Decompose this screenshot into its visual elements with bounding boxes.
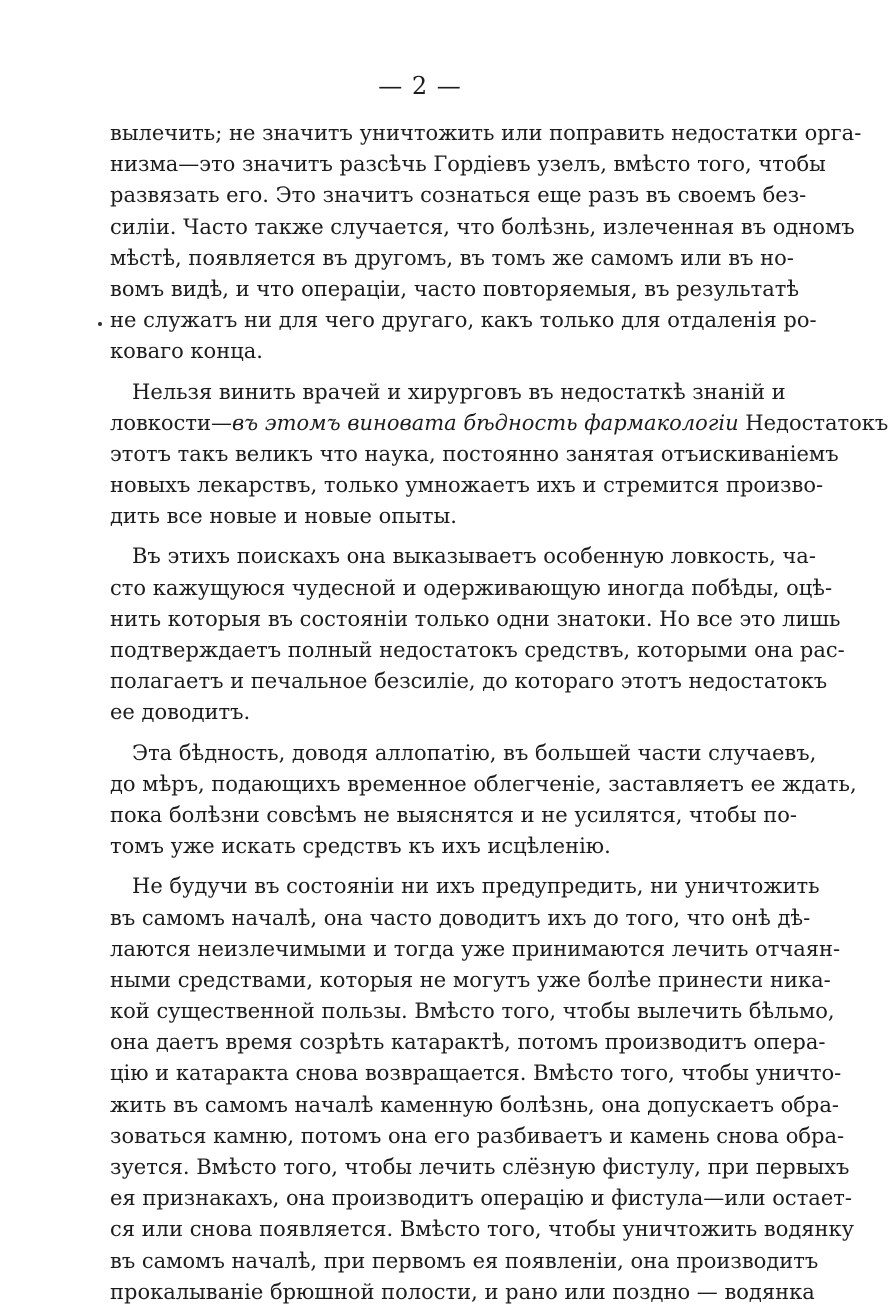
text-line: цію и катаракта снова возвращается. Вмѣсто того, чтобы уничто- [110,1061,842,1086]
text-line: вылечить; не значитъ уничтожить или поправить недостатки орга- [110,121,862,145]
text-line: ея признакахъ, она производитъ операцію и фистула—или остает- [110,1186,852,1211]
text-line: подтверждаетъ полный недостатокъ средствъ, которыми она рас- [110,638,845,662]
text-run: ловкости— [110,410,232,435]
text-line: до мѣръ, подающихъ временное облегченіе, заставляетъ ее ждать, [110,771,857,796]
text-line: Эта бѣдность, доводя аллопатію, въ большей части случаевъ, [132,740,817,765]
paragraph-3 [110,541,845,728]
text-line: зоваться камню, потомъ она его разбиваетъ и камень снова обра- [110,1123,845,1148]
text-line: дить все новые и новые опыты. [110,504,457,529]
text-line: зуется. Вмѣсто того, чтобы лечить слёзную фистулу, при первыхъ [110,1155,850,1179]
text-line: мѣстѣ, появляется въ другомъ, въ томъ же самомъ или въ но- [110,245,794,270]
text-line: ся или снова появляется. Вмѣсто того, чтобы уничтожить водянку [110,1217,855,1242]
text-line: ее доводитъ. [110,700,251,725]
text-line: кой существенной пользы. Вмѣсто того, чтобы вылечить бѣльмо, [110,999,835,1024]
paragraph-1 [110,118,862,368]
text-line: жить въ самомъ началѣ каменную болѣзнь, она допускаетъ обра- [110,1092,839,1117]
margin-ink-mark [98,322,102,326]
text-line: силіи. Часто также случается, что болѣзнь, излеченная въ одномъ [110,214,855,239]
text-line: въ самомъ началѣ, при первомъ ея появленіи, она производитъ [110,1248,819,1273]
text-line: пока болѣзни совсѣмъ не выяснятся и не усилятся, чтобы по- [110,802,797,827]
text-line: ными средствами, которыя не могутъ уже болѣе принести ника- [110,967,831,992]
text-line: не служатъ ни для чего другаго, какъ только для отдаленія ро- [110,308,817,333]
text-line: новыхъ лекарствъ, только умножаетъ ихъ и стремится произво- [110,473,824,498]
text-line: коваго конца. [110,339,263,364]
paragraph-5 [110,871,855,1308]
text-line: Не будучи въ состояніи ни ихъ предупредить, ни уничтожить [132,874,820,899]
text-line: сто кажущуюся чудесной и одерживающую иногда побѣды, оцѣ- [110,575,833,600]
text-line-mixed [110,408,888,439]
text-line: прокалываніе брюшной полости, и рано или поздно — водянка [110,1279,815,1304]
text-line: Нельзя винить врачей и хирурговъ въ недостаткѣ знаній и [132,379,786,404]
text-line: нить которыя въ состояніи только одни знатоки. Но все это лишь [110,606,841,631]
text-line: она даетъ время созрѣть катарактѣ, потомъ производитъ опера- [110,1030,826,1055]
italic-phrase: въ этомъ виновата бѣдность фармакологіи [231,410,739,435]
text-run: Недостатокъ [738,410,888,435]
paragraph-2 [110,377,888,533]
text-line: этотъ такъ великъ что наука, постоянно занятая отъискиваніемъ [110,441,839,466]
text-line: развязать его. Это значитъ сознаться еще разъ въ своемъ без- [110,183,807,208]
text-line: вомъ видѣ, и что операціи, часто повторяемыя, въ результатѣ [110,276,800,301]
text-line: лаются неизлечимыми и тогда уже принимаются лечить отчаян- [110,936,841,961]
text-line: Въ этихъ поискахъ она выказываетъ особенную ловкость, ча- [132,544,816,569]
text-line: низма—это значитъ разсѣчь Гордіевъ узелъ, вмѣсто того, чтобы [110,152,826,177]
text-line: томъ уже искать средствъ къ ихъ исцѣленію. [110,834,611,859]
page-number: — 2 — [378,72,462,100]
paragraph-4 [110,738,857,863]
body-text [110,118,888,1308]
text-line: въ самомъ началѣ, она часто доводитъ ихъ до того, что онѣ дѣ- [110,905,811,930]
text-line: полагаетъ и печальное безсиліе, до котораго этотъ недостатокъ [110,669,828,694]
